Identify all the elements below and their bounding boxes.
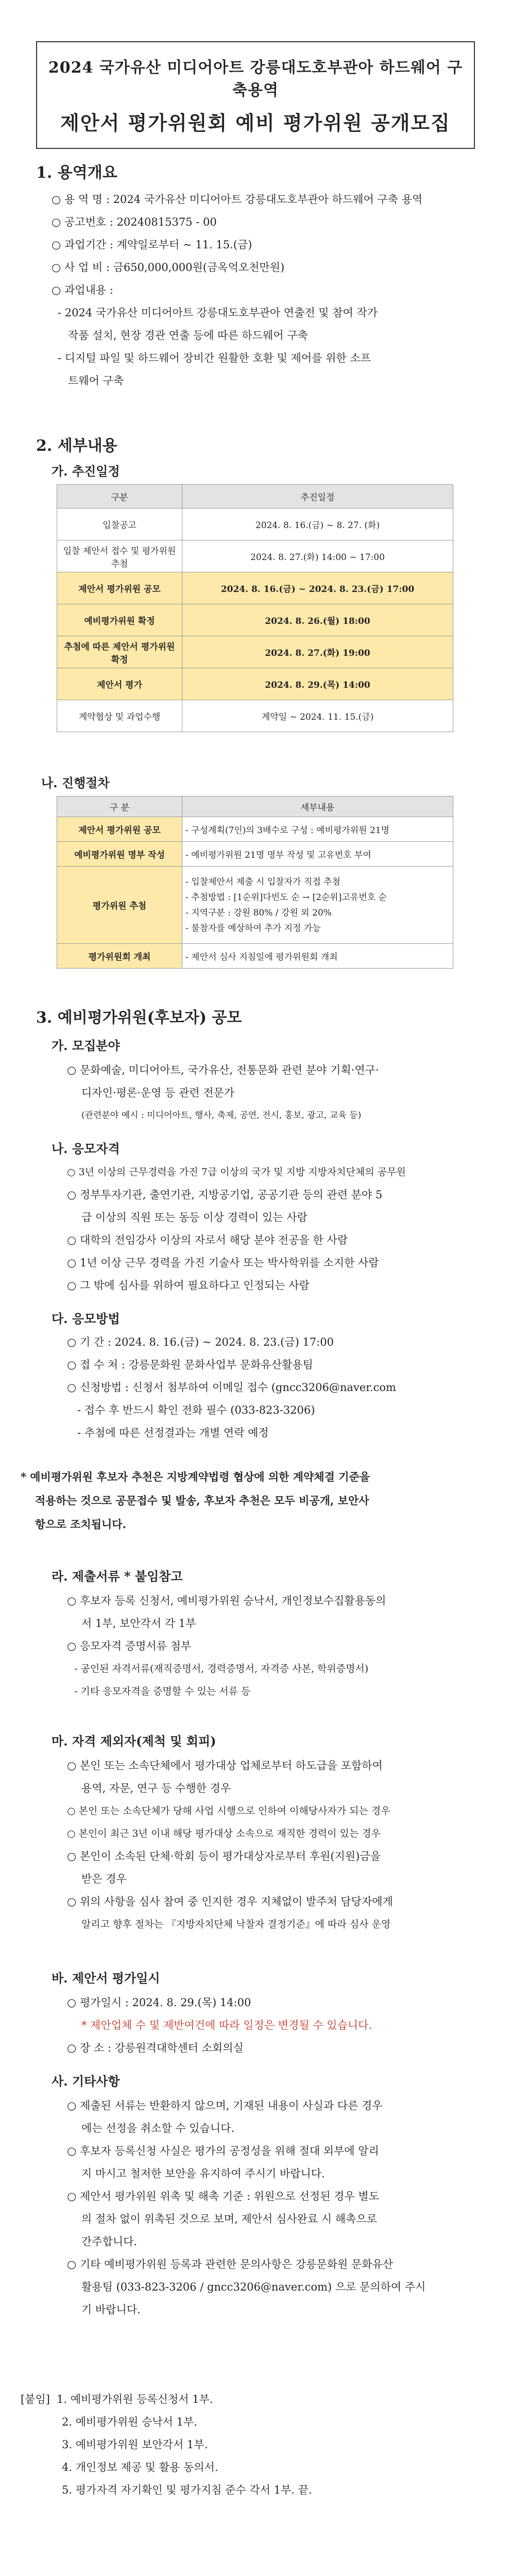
section-1-title: 1. 용역개요 bbox=[36, 164, 117, 182]
s3-f-title: 바. 제안서 평가일시 bbox=[52, 1971, 160, 1986]
s3-d-title: 라. 제출서류 * 붙임참고 bbox=[52, 1569, 183, 1584]
procedure-head: 구 분 bbox=[57, 796, 182, 817]
s3-e-line: 알리고 향후 절차는 『지방자치단체 낙찰자 결정기준』에 따라 심사 운영 bbox=[81, 1919, 391, 1930]
s1-item: ○ 과업내용 : bbox=[52, 284, 113, 296]
schedule-label: 입찰 제안서 접수 및 평가위원 추첨 bbox=[57, 540, 182, 572]
s3-b-line: ○ 3년 이상의 근무경력을 가진 7급 이상의 국가 및 지방 지방자치단체의 공무원 bbox=[67, 1166, 406, 1178]
schedule-date: 2024. 8. 27.(화) 14:00 ~ 17:00 bbox=[182, 540, 453, 572]
procedure-label: 평가위원 추첨 bbox=[57, 867, 182, 944]
s3-g-line: ○ 후보자 등록신청 사실은 평가의 공정성을 위해 절대 외부에 알리 bbox=[67, 2145, 379, 2157]
s3-f-line: * 제안업체 수 및 제반여건에 따라 일정은 변경될 수 있습니다. bbox=[81, 2019, 372, 2031]
schedule-head: 추진일정 bbox=[182, 485, 453, 509]
procedure-detail-line: - 지역구분 : 강원 80% / 강원 외 20% bbox=[185, 907, 332, 918]
s1-item: ○ 공고번호 : 20240815375 - 00 bbox=[52, 216, 217, 228]
s3-g-line: 에는 선정을 취소할 수 있습니다. bbox=[81, 2122, 235, 2134]
s3-a-line: (관련분야 예시 : 미디어아트, 행사, 축제, 공연, 전시, 홍보, 광고, 교육 등) bbox=[81, 1110, 362, 1121]
s3-e-title: 마. 자격 제외자(제척 및 회피) bbox=[52, 1734, 216, 1749]
s3-e-line: ○ 본인이 최근 3년 이내 해당 평가대상 소속으로 재직한 경력이 있는 경우 bbox=[67, 1828, 381, 1839]
procedure-detail-multi bbox=[182, 867, 453, 944]
title-line-1: 2024 국가유산 미디어아트 강릉대도호부관아 하드웨어 구축용역 bbox=[48, 59, 463, 99]
procedure-head: 세부내용 bbox=[182, 796, 453, 817]
schedule-label: 제안서 평가 bbox=[57, 668, 182, 700]
s3-c-line: ○ 신청방법 : 신청서 첨부하여 이메일 접수 (gncc3206@naver.com bbox=[67, 1381, 396, 1394]
s1-content: - 2024 국가유산 미디어아트 강릉대도호부관아 연출전 및 참여 작가 bbox=[58, 307, 378, 319]
procedure-detail-line: - 추첨방법 : [1순위]다빈도 순 → [2순위]고유번호 순 bbox=[185, 892, 387, 903]
document-page bbox=[21, 41, 490, 2496]
schedule-date: 2024. 8. 29.(목) 14:00 bbox=[182, 668, 453, 700]
s3-e-line: ○ 본인이 소속된 단체·학회 등이 평가대상자로부터 후원(지원)금을 bbox=[67, 1850, 381, 1862]
s3-e-line: 받은 경우 bbox=[81, 1873, 127, 1885]
s3-e-line: ○ 위의 사항을 심사 참여 중 인지한 경우 지체없이 발주처 담당자에게 bbox=[67, 1895, 393, 1908]
s3-g-line: 지 마시고 철저한 보안을 유지하여 주시기 바랍니다. bbox=[81, 2167, 325, 2180]
s3-g-line: 간주합니다. bbox=[81, 2235, 138, 2248]
s3-g-line: ○ 제출된 서류는 반환하지 않으며, 기재된 내용이 사실과 다른 경우 bbox=[67, 2099, 383, 2112]
s2-b-title: 나. 진행절차 bbox=[41, 775, 110, 790]
s3-b-title: 나. 응모자격 bbox=[52, 1141, 120, 1156]
s1-content: 작품 설치, 현장 경관 연출 등에 따른 하드웨어 구축 bbox=[68, 329, 308, 342]
attach-item: 5. 평가자격 자기확인 및 평가지침 준수 각서 1부. 끝. bbox=[62, 2484, 312, 2496]
s1-content: 트웨어 구축 bbox=[68, 375, 124, 387]
s3-c-line: ○ 기 간 : 2024. 8. 16.(금) ~ 2024. 8. 23.(금) 17:00 bbox=[67, 1336, 334, 1348]
section-2-title: 2. 세부내용 bbox=[36, 437, 117, 455]
title-box bbox=[36, 41, 475, 149]
s3-f-line: ○ 평가일시 : 2024. 8. 29.(목) 14:00 bbox=[67, 1996, 251, 2009]
schedule-date: 계약일 ~ 2024. 11. 15.(금) bbox=[182, 700, 453, 732]
schedule-date: 2024. 8. 16.(금) ~ 8. 27. (화) bbox=[182, 509, 453, 540]
s3-e-line: 용역, 자문, 연구 등 수행한 경우 bbox=[81, 1782, 231, 1794]
procedure-label: 예비평가위원 명부 작성 bbox=[57, 842, 182, 867]
procedure-table bbox=[57, 796, 453, 969]
s1-item: ○ 사 업 비 : 금650,000,000원(금옥억오천만원) bbox=[52, 261, 285, 274]
s3-b-line: ○ 그 밖에 심사를 위하여 필요하다고 인정되는 사람 bbox=[67, 1279, 310, 1292]
attach-item: 3. 예비평가위원 보안각서 1부. bbox=[62, 2438, 208, 2451]
note-line: * 예비평가위원 후보자 추천은 지방계약법령 협상에 의한 계약체결 기준을 bbox=[21, 1470, 370, 1483]
note-line: 적용하는 것으로 공문접수 및 발송, 후보자 추천은 모두 비공개, 보안사 bbox=[35, 1494, 369, 1507]
s3-g-line: ○ 기타 예비평가위원 등록과 관련한 문의사항은 강릉문화원 문화유산 bbox=[67, 2258, 394, 2270]
s3-c-title: 다. 응모방법 bbox=[52, 1311, 120, 1326]
s1-item: ○ 용 역 명 : 2024 국가유산 미디어아트 강릉대도호부관아 하드웨어 구축 용역 bbox=[52, 193, 423, 206]
procedure-label: 평가위원회 개최 bbox=[57, 944, 182, 969]
s3-d-line: - 기타 응모자격을 증명할 수 있는 서류 등 bbox=[74, 1686, 251, 1697]
section-3-title: 3. 예비평가위원(후보자) 공모 bbox=[36, 1009, 242, 1027]
s3-d-line: 서 1부, 보안각서 각 1부 bbox=[81, 1617, 196, 1630]
s3-a-line: 디자인·평론·운영 등 관련 전문가 bbox=[81, 1087, 235, 1099]
s3-d-line: ○ 응모자격 증명서류 첨부 bbox=[67, 1640, 192, 1652]
s3-g-line: 기 바랍니다. bbox=[81, 2303, 141, 2316]
attach-item: 4. 개인정보 제공 및 활용 동의서. bbox=[62, 2461, 218, 2473]
schedule-date: 2024. 8. 16.(금) ~ 2024. 8. 23.(금) 17:00 bbox=[182, 572, 453, 604]
procedure-label: 제안서 평가위원 공모 bbox=[57, 817, 182, 842]
s3-g-line: ○ 제안서 평가위원 위촉 및 해촉 기준 : 위원으로 선정된 경우 별도 bbox=[67, 2190, 379, 2202]
s1-content: - 디지털 파일 및 하드웨어 장비간 원활한 호환 및 제어를 위한 소프 bbox=[58, 352, 371, 364]
schedule-table bbox=[57, 484, 453, 732]
s3-f-line: ○ 장 소 : 강릉원격대학센터 소회의실 bbox=[67, 2042, 244, 2054]
attach-item: 1. 예비평가위원 등록신청서 1부. bbox=[57, 2393, 213, 2405]
s3-a-title: 가. 모집분야 bbox=[52, 1038, 120, 1053]
procedure-detail: - 예비평가위원 21명 명부 작성 및 고유번호 부여 bbox=[182, 842, 453, 867]
schedule-label: 입찰공고 bbox=[57, 509, 182, 540]
schedule-head: 구분 bbox=[57, 485, 182, 509]
schedule-date: 2024. 8. 26.(월) 18:00 bbox=[182, 604, 453, 636]
attach-item: 2. 예비평가위원 승낙서 1부. bbox=[62, 2416, 197, 2428]
s3-d-line: - 공인된 자격서류(재직증명서, 경력증명서, 자격증 사본, 학위증명서) bbox=[74, 1663, 369, 1674]
schedule-label: 제안서 평가위원 공모 bbox=[57, 572, 182, 604]
s3-e-line: ○ 본인 또는 소속단체에서 평가대상 업체로부터 하도급을 포함하여 bbox=[67, 1759, 383, 1772]
s2-a-title: 가. 추진일정 bbox=[52, 464, 120, 479]
s3-a-line: ○ 문화예술, 미디어아트, 국가유산, 전통문화 관련 분야 기획·연구· bbox=[67, 1064, 379, 1076]
s3-b-line: ○ 1년 이상 근무 경력을 가진 기술사 또는 박사학위를 소지한 사람 bbox=[67, 1257, 379, 1269]
s3-g-title: 사. 기타사항 bbox=[52, 2074, 120, 2089]
s3-b-line: 급 이상의 직원 또는 동등 이상 경력이 있는 사람 bbox=[81, 1211, 308, 1224]
procedure-detail: - 제안서 심사 지침일에 평가위원회 개최 bbox=[182, 944, 453, 969]
note-line: 항으로 조치됩니다. bbox=[35, 1518, 126, 1531]
s3-d-line: ○ 후보자 등록 신청서, 예비평가위원 승낙서, 개인정보수집활용동의 bbox=[67, 1595, 386, 1607]
procedure-detail-line: - 불참자를 예상하여 추가 지정 가능 bbox=[185, 923, 321, 934]
s1-item: ○ 과업기간 : 계약일로부터 ~ 11. 15.(금) bbox=[52, 239, 252, 251]
procedure-detail: - 구성계획(7인)의 3배수로 구성 : 예비평가위원 21명 bbox=[182, 817, 453, 842]
s3-e-line: ○ 본인 또는 소속단체가 당해 사업 시행으로 인하여 이해당사자가 되는 경우 bbox=[67, 1805, 390, 1817]
procedure-detail-line: - 입찰제안서 제출 시 입찰자가 직접 추첨 bbox=[185, 876, 340, 887]
s3-b-line: ○ 대학의 전임강사 이상의 자로서 해당 분야 전공을 한 사람 bbox=[67, 1234, 348, 1246]
title-line-2: 제안서 평가위원회 예비 평가위원 공개모집 bbox=[60, 111, 451, 134]
s3-g-line: 활용팀 (033-823-3206 / gncc3206@naver.com) 으로 문의하여 주시 bbox=[81, 2281, 426, 2293]
s3-c-line: ○ 접 수 처 : 강릉문화원 문화사업부 문화유산활용팀 bbox=[67, 1359, 313, 1371]
schedule-label: 계약협상 및 과업수행 bbox=[57, 700, 182, 732]
s3-c-line: - 추첨에 따른 선정결과는 개별 연락 예정 bbox=[77, 1427, 269, 1439]
schedule-date: 2024. 8. 27.(화) 19:00 bbox=[182, 636, 453, 668]
schedule-label: 추첨에 따른 제안서 평가위원 확정 bbox=[57, 636, 182, 668]
s3-g-line: 의 절차 없이 위촉된 것으로 보며, 제안서 심사완료 시 해촉으로 bbox=[81, 2213, 377, 2225]
schedule-label: 예비평가위원 확정 bbox=[57, 604, 182, 636]
s3-b-line: ○ 정부투자기관, 출연기관, 지방공기업, 공공기관 등의 관련 분야 5 bbox=[67, 1189, 383, 1201]
attach-label: [붙임] bbox=[21, 2393, 50, 2405]
s3-c-line: - 접수 후 반드시 확인 전화 필수 (033-823-3206) bbox=[77, 1404, 315, 1416]
